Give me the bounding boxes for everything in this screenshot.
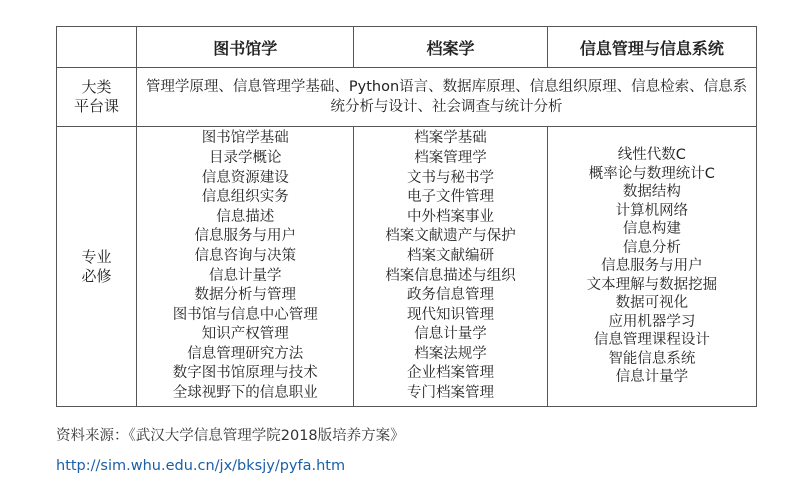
header-archival-science: 档案学: [354, 27, 547, 68]
course-item: 信息计量学: [414, 326, 487, 343]
course-item: 档案信息描述与组织: [385, 267, 516, 284]
course-item: 信息管理研究方法: [187, 345, 304, 362]
course-item: 专门档案管理: [407, 385, 495, 402]
library-science-courses-cell: [137, 127, 354, 407]
platform-courses-cell: 管理学原理、信息管理学基础、Python语言、数据库原理、信息组织原理、信息检索、信息系统分析与设计、社会调查与统计分析: [137, 68, 757, 127]
course-item: 信息服务与用户: [601, 258, 703, 275]
course-item: 信息计量学: [209, 267, 282, 284]
platform-category-cell: [57, 68, 137, 127]
platform-category-line2: 平台课: [74, 97, 120, 115]
course-item: 档案文献编研: [407, 247, 495, 264]
course-item: 信息分析: [622, 239, 681, 256]
course-item: 图书馆与信息中心管理: [172, 306, 318, 323]
platform-category-line1: 大类: [81, 78, 112, 96]
course-item: 信息资源建设: [201, 169, 289, 186]
header-library-science: 图书馆学: [137, 27, 354, 68]
header-information-management: 信息管理与信息系统: [547, 27, 756, 68]
major-required-row: [57, 127, 757, 407]
course-item: 数字图书馆原理与技术: [172, 365, 318, 382]
course-item: 信息管理课程设计: [593, 332, 710, 349]
course-item: 全球视野下的信息职业: [172, 385, 318, 402]
source-url-link[interactable]: http://sim.whu.edu.cn/jx/bksjy/pyfa.htm: [56, 458, 346, 474]
course-item: 企业档案管理: [407, 365, 495, 382]
archival-science-course-list: [354, 129, 546, 403]
archival-science-courses-cell: [354, 127, 547, 407]
course-item: 档案法规学: [414, 345, 487, 362]
course-item: 政务信息管理: [407, 287, 495, 304]
course-item: 数据结构: [622, 184, 681, 201]
course-item: 数据可视化: [615, 295, 689, 312]
course-item: 知识产权管理: [201, 326, 289, 343]
course-item: 文本理解与数据挖掘: [586, 276, 718, 293]
course-item: 现代知识管理: [407, 306, 495, 323]
curriculum-table: [56, 26, 757, 407]
course-item: 档案管理学: [414, 149, 487, 166]
course-item: 概率论与数理统计C: [588, 165, 715, 182]
major-category-line2: 必修: [81, 266, 112, 285]
course-item: 应用机器学习: [608, 313, 696, 330]
course-item: 文书与秘书学: [407, 169, 495, 186]
course-item: 信息计量学: [615, 369, 689, 386]
course-item: 目录学概论: [209, 149, 282, 166]
course-item: 图书馆学基础: [201, 130, 289, 147]
course-item: 智能信息系统: [608, 350, 696, 367]
course-item: 档案文献遗产与保护: [385, 228, 516, 245]
course-item: 线性代数C: [617, 147, 686, 164]
major-category-cell: [57, 127, 137, 407]
information-management-courses-cell: [547, 127, 756, 407]
course-item: 信息服务与用户: [194, 228, 296, 245]
course-item: 信息组织实务: [201, 189, 289, 206]
course-item: 信息构建: [622, 221, 681, 238]
library-science-course-list: [137, 129, 353, 403]
course-item: 电子文件管理: [407, 189, 495, 206]
major-category-line1: 专业: [81, 247, 112, 266]
platform-course-row: [57, 68, 757, 127]
course-item: 计算机网络: [615, 202, 689, 219]
header-empty-cell: [57, 27, 137, 68]
course-item: 中外档案事业: [407, 208, 495, 225]
header-row: [57, 27, 757, 68]
course-item: 信息描述: [216, 208, 275, 225]
information-management-course-list: [548, 146, 756, 387]
course-item: 数据分析与管理: [194, 287, 296, 304]
course-item: 信息咨询与决策: [194, 247, 296, 264]
course-item: 档案学基础: [414, 130, 487, 147]
source-note: 资料来源：《武汉大学信息管理学院2018版培养方案》: [56, 428, 405, 444]
